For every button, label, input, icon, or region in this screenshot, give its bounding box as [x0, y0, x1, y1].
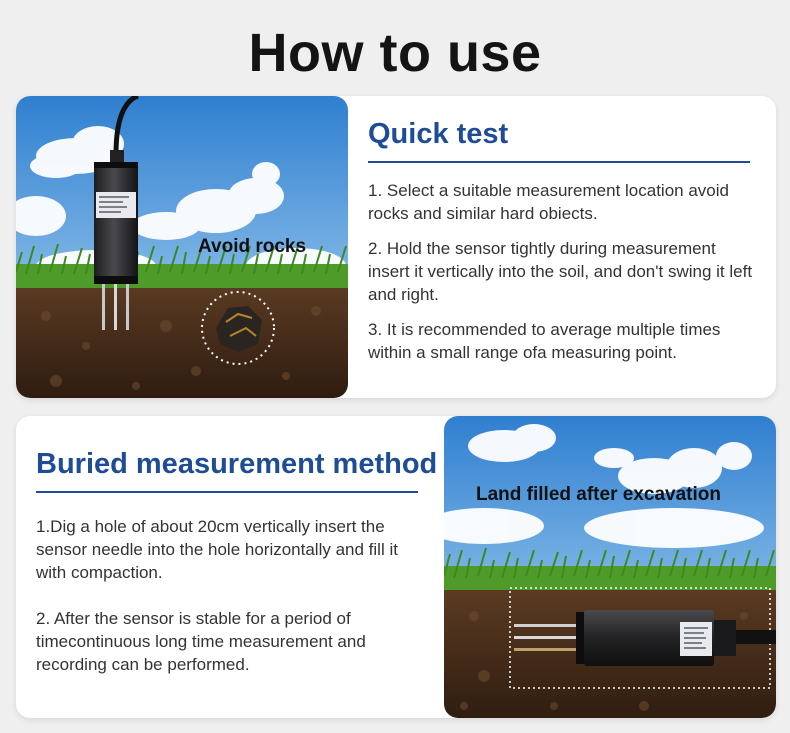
- buried-sensor-illustration: [444, 416, 776, 718]
- page-title: How to use: [248, 23, 542, 83]
- quick-test-text: [368, 96, 758, 364]
- buried-method-card: [16, 416, 776, 718]
- quick-test-step-2: 2. Hold the sensor tightly during measurement insert it vertically into the soil, and don't swing it left and right.: [368, 239, 753, 304]
- buried-method-step-1: 1.Dig a hole of about 20cm vertically insert the sensor needle into the hole horizontally and fill it with compaction.: [36, 517, 398, 582]
- avoid-rocks-label: Avoid rocks: [198, 236, 307, 257]
- title-divider: [36, 491, 418, 493]
- buried-method-text: [36, 416, 438, 676]
- quick-test-step-3: 3. It is recommended to average multiple times within a small range ofa measuring point.: [368, 320, 721, 362]
- buried-method-photo: [444, 416, 776, 718]
- quick-test-card: [16, 96, 776, 398]
- quick-test-title: Quick test: [368, 118, 509, 150]
- quick-test-photo: [16, 96, 348, 398]
- title-divider: [368, 161, 750, 163]
- quick-test-step-1: 1. Select a suitable measurement location avoid rocks and similar hard obiects.: [368, 181, 729, 223]
- buried-method-title: Buried measurement method: [36, 448, 438, 480]
- buried-method-step-2: 2. After the sensor is stable for a period of timecontinuous long time measurement and recording can be performed.: [36, 609, 366, 674]
- land-filled-label: Land filled after excavation: [476, 484, 721, 505]
